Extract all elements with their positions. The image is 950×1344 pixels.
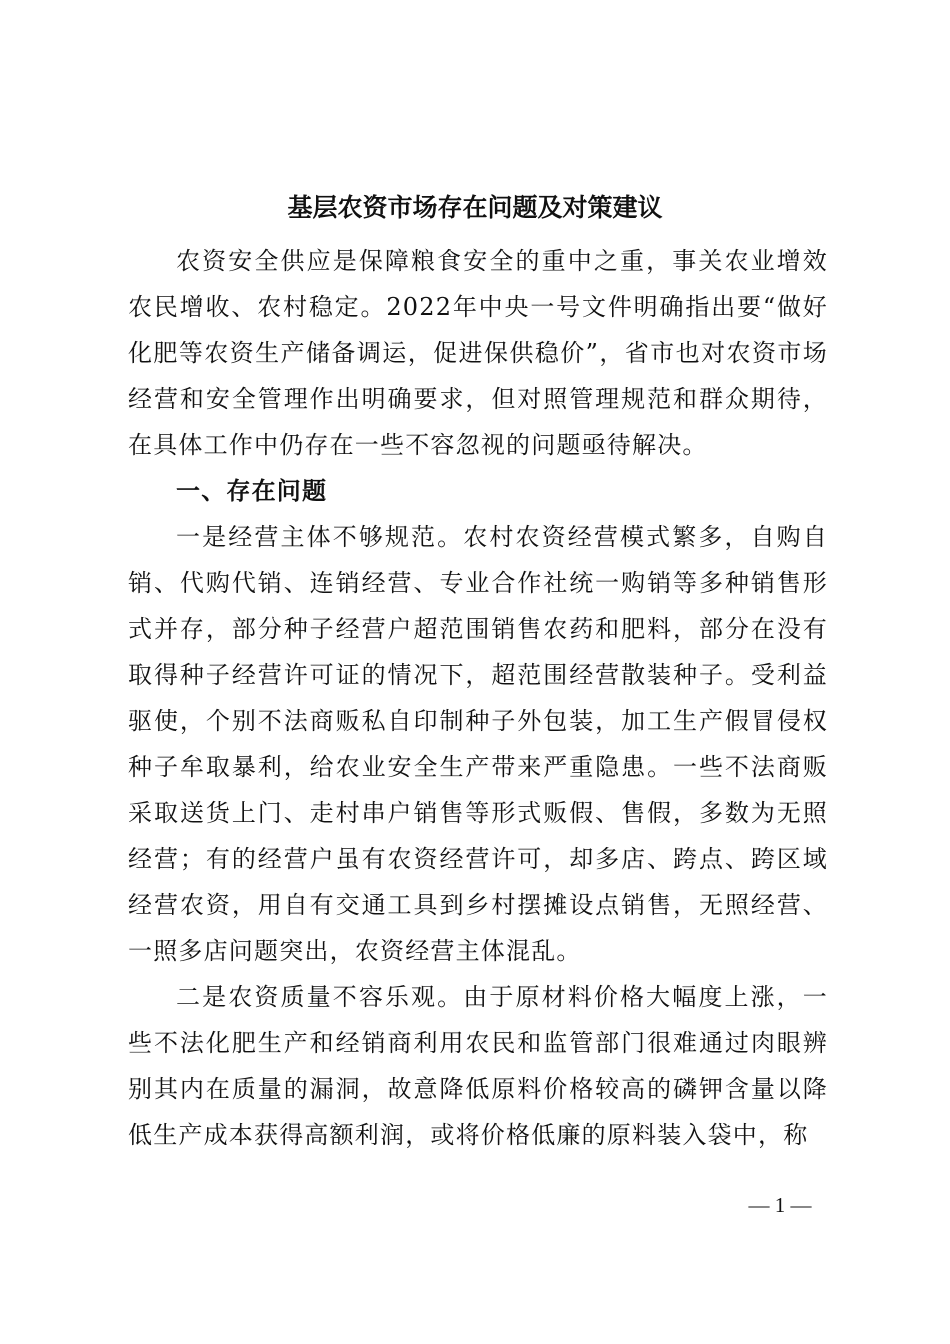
document-title: 基层农资市场存在问题及对策建议	[287, 193, 663, 222]
section-heading: 一、存在问题	[176, 477, 328, 505]
body-text	[128, 238, 828, 1158]
paragraph-2: 二是农资质量不容乐观。由于原材料价格大幅度上涨，一些不法化肥生产和经销商利用农民和监管部门很难通过肉眼辨别其内在质量的漏洞，故意降低原料价格较高的磷钾含量以降低生产成本获得高额利润，或将价格低廉的原料装入袋中，称	[128, 983, 828, 1149]
intro-paragraph: 农资安全供应是保障粮食安全的重中之重，事关农业增效农民增收、农村稳定。2022年中央一号文件明确指出要“做好化肥等农资生产储备调运，促进保供稳价”，省市也对农资市场经营和安全管理作出明确要求，但对照管理规范和群众期待，在具体工作中仍存在一些不容忽视的问题亟待解决。	[128, 247, 828, 459]
paragraph-1: 一是经营主体不够规范。农村农资经营模式繁多，自购自销、代购代销、连销经营、专业合作社统一购销等多种销售形式并存，部分种子经营户超范围销售农药和肥料，部分在没有取得种子经营许可证的情况下，超范围经营散装种子。受利益驱使，个别不法商贩私自印制种子外包装，加工生产假冒侵权种子牟取暴利，给农业安全生产带来严重隐患。一些不法商贩采取送货上门、走村串户销售等形式贩假、售假，多数为无照经营；有的经营户虽有农资经营许可，却多店、跨点、跨区域经营农资，用自有交通工具到乡村摆摊设点销售，无照经营、一照多店问题突出，农资经营主体混乱。	[128, 523, 828, 965]
page-number: — 1 —	[748, 1193, 812, 1217]
